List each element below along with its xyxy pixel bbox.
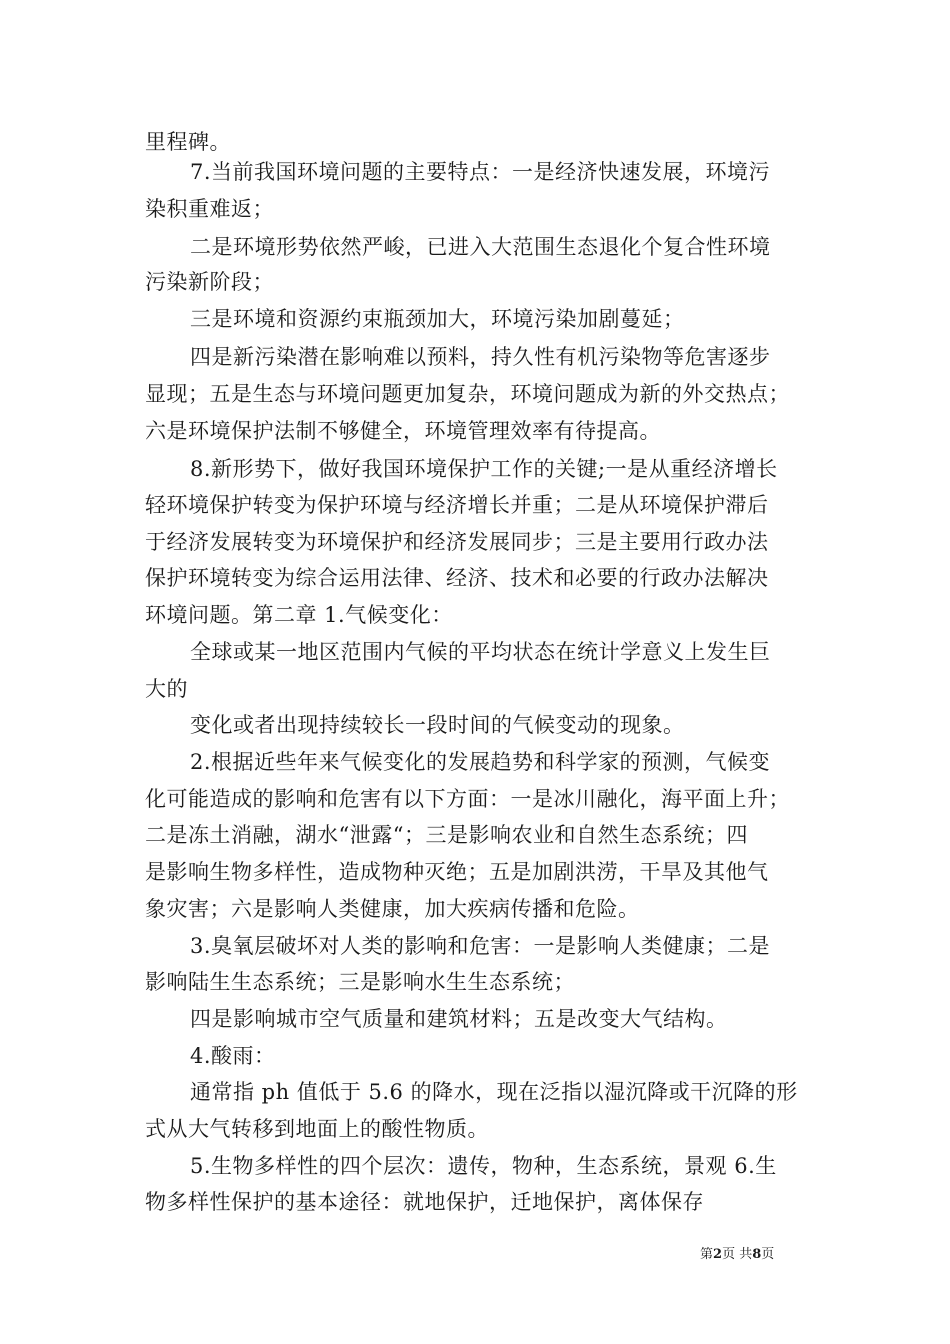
text-line: 2.根据近些年来气候变化的发展趋势和科学家的预测，气候变 xyxy=(190,750,771,774)
text-line: 于经济发展转变为环境保护和经济发展同步；三是主要用行政办法 xyxy=(145,530,769,554)
text-line: 5.生物多样性的四个层次：遗传，物种，生态系统，景观 6.生 xyxy=(190,1154,777,1178)
text-line: 污染新阶段； xyxy=(145,270,274,294)
text-line: 四是影响城市空气质量和建筑材料；五是改变大气结构。 xyxy=(190,1007,728,1031)
footer-suffix: 页 xyxy=(761,1247,775,1262)
text-line: 7.当前我国环境问题的主要特点：一是经济快速发展，环境污 xyxy=(190,160,771,184)
text-line: 影响陆生生态系统；三是影响水生生态系统； xyxy=(145,970,575,994)
total-pages-number: 8 xyxy=(752,1247,762,1262)
text-line: 染积重难返； xyxy=(145,197,274,221)
text-line: 二是环境形势依然严峻，已进入大范围生态退化个复合性环境 xyxy=(190,235,771,259)
text-line: 3.臭氧层破坏对人类的影响和危害：一是影响人类健康；二是 xyxy=(190,934,771,958)
text-line: 轻环境保护转变为保护环境与经济增长并重；二是从环境保护滞后 xyxy=(145,493,769,517)
text-line: 六是环境保护法制不够健全，环境管理效率有待提高。 xyxy=(145,419,661,443)
text-line: 四是新污染潜在影响难以预料，持久性有机污染物等危害逐步 xyxy=(190,345,771,369)
text-line: 显现；五是生态与环境问题更加复杂，环境问题成为新的外交热点； xyxy=(145,382,790,406)
text-line: 二是冻土消融，湖水“泄露“；三是影响农业和自然生态系统；四 xyxy=(145,823,748,847)
text-line: 大的 xyxy=(145,677,188,701)
text-line: 式从大气转移到地面上的酸性物质。 xyxy=(145,1117,489,1141)
footer-prefix: 第 xyxy=(700,1247,714,1262)
text-line: 是影响生物多样性，造成物种灭绝；五是加剧洪涝，干旱及其他气 xyxy=(145,860,769,884)
text-line: 保护环境转变为综合运用法律、经济、技术和必要的行政办法解决 xyxy=(145,566,769,590)
text-line: 4.酸雨： xyxy=(190,1044,276,1068)
text-line: 通常指 ph 值低于 5.6 的降水，现在泛指以湿沉降或干沉降的形 xyxy=(190,1080,798,1104)
text-line: 象灾害；六是影响人类健康，加大疾病传播和危险。 xyxy=(145,897,640,921)
page-footer xyxy=(700,1247,774,1263)
text-line: 物多样性保护的基本途径：就地保护，迁地保护，离体保存 xyxy=(145,1190,704,1214)
text-line: 全球或某一地区范围内气候的平均状态在统计学意义上发生巨 xyxy=(190,640,771,664)
text-line: 8.新形势下，做好我国环境保护工作的关键;一是从重经济增长 xyxy=(190,457,778,481)
current-page-number: 2 xyxy=(713,1247,723,1262)
text-line: 里程碑。 xyxy=(145,130,231,154)
text-line: 环境问题。第二章 1.气候变化： xyxy=(145,603,453,627)
text-line: 变化或者出现持续较长一段时间的气候变动的现象。 xyxy=(190,713,685,737)
text-line: 化可能造成的影响和危害有以下方面：一是冰川融化，海平面上升； xyxy=(145,787,790,811)
footer-middle: 页 共 xyxy=(722,1247,753,1262)
text-line: 三是环境和资源约束瓶颈加大，环境污染加剧蔓延； xyxy=(190,307,685,331)
